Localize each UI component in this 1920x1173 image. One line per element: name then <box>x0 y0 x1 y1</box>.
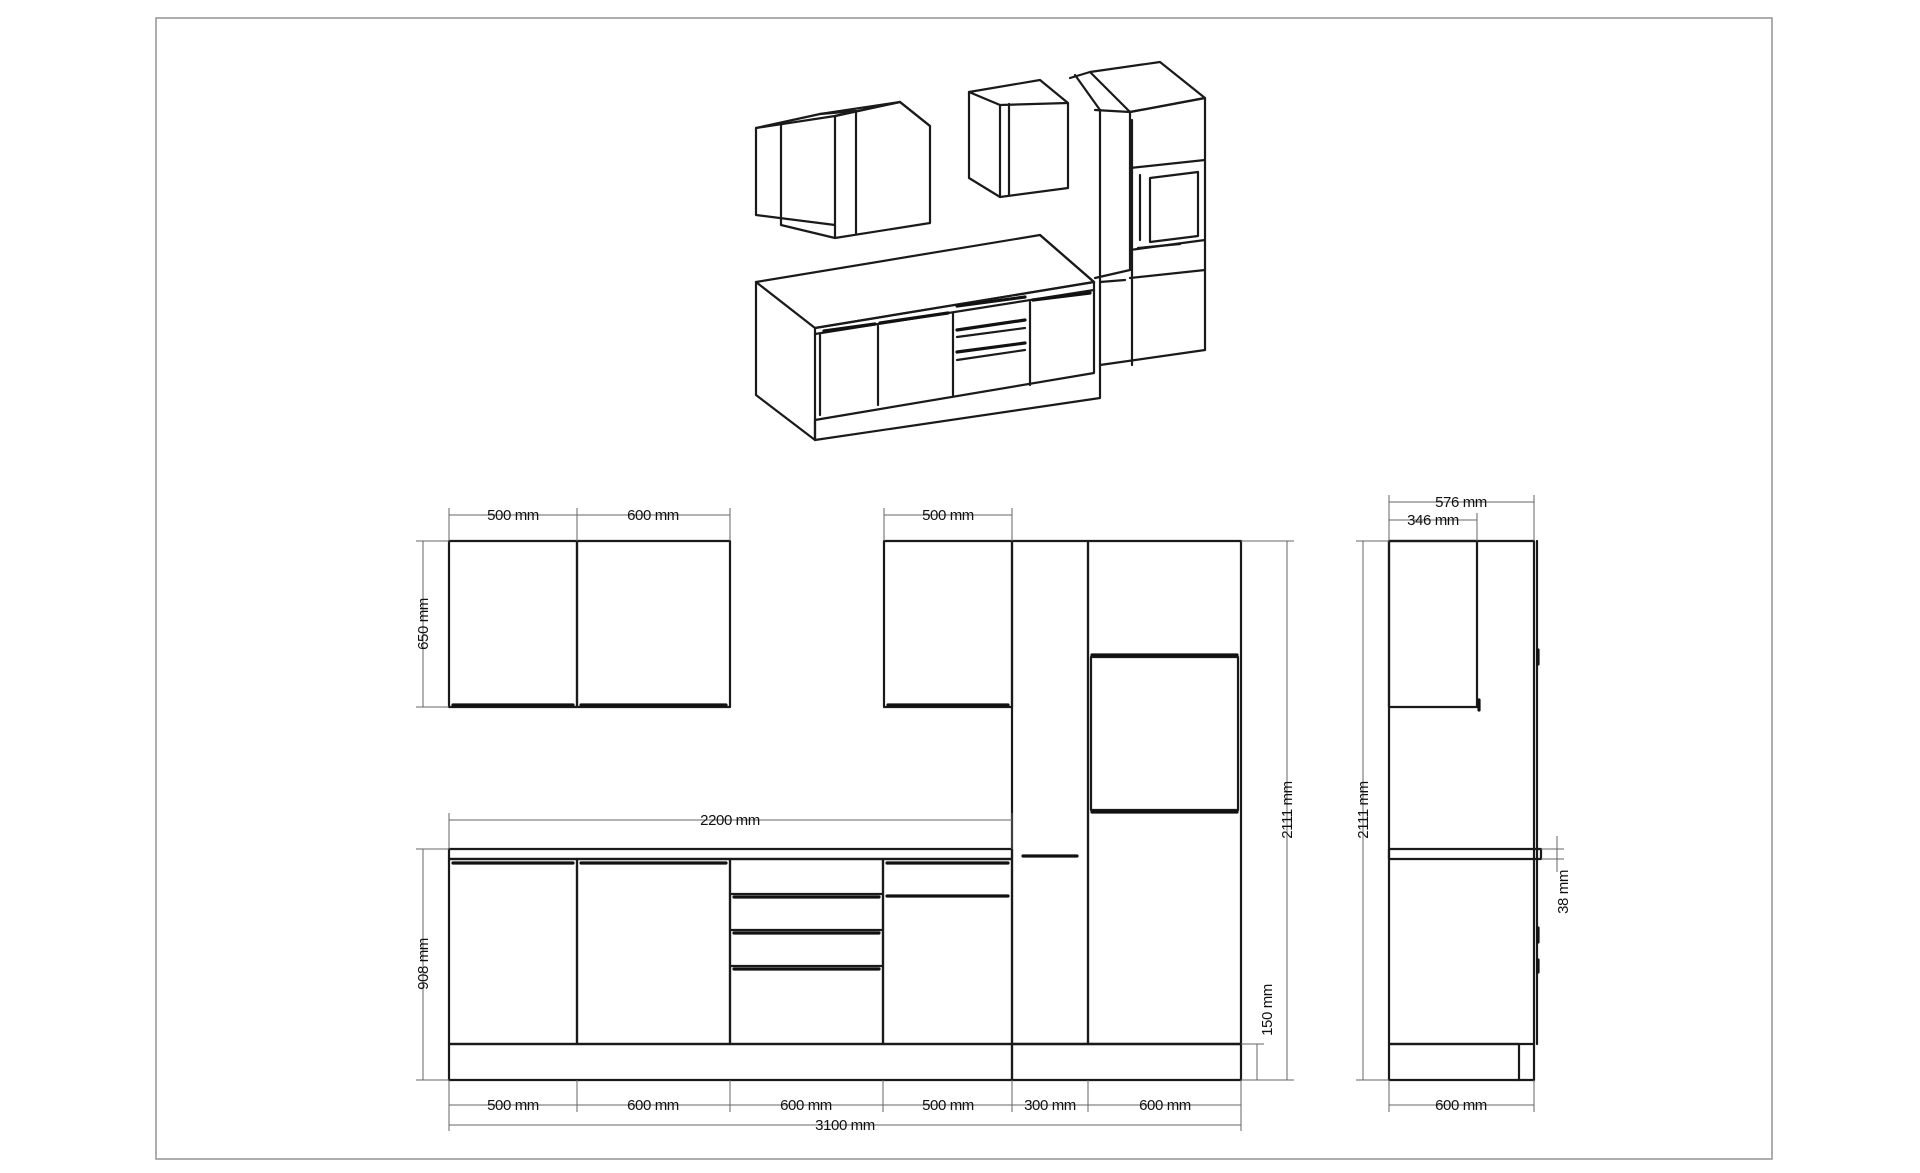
label-wall-width-left: 500 mm <box>487 507 539 524</box>
front-plinth-tall <box>1012 1044 1241 1080</box>
label-worktop-thickness: 38 mm <box>1555 870 1572 914</box>
front-wall-cabinet-2 <box>577 541 730 707</box>
iso-wall-cabinet-right <box>969 80 1068 197</box>
iso-base-cabinets <box>756 235 1100 440</box>
front-plinth <box>449 1044 1012 1080</box>
front-elevation <box>416 508 1294 1131</box>
side-worktop <box>1389 849 1541 859</box>
label-wall-height: 650 mm <box>415 598 432 650</box>
iso-wall-cabinets-left <box>756 102 930 238</box>
side-plinth <box>1389 1044 1519 1080</box>
front-wall-cabinet-3 <box>884 541 1012 707</box>
label-worktop-length: 2200 mm <box>700 812 760 829</box>
front-tall-cabinet-narrow <box>1012 541 1088 1044</box>
side-dimension-lines <box>1356 495 1564 1112</box>
iso-tall-cabinets <box>1070 62 1205 365</box>
side-elevation <box>1356 495 1564 1112</box>
label-total-width: 3100 mm <box>815 1117 875 1134</box>
label-base-height: 908 mm <box>415 938 432 990</box>
label-base-width-1: 500 mm <box>487 1097 539 1114</box>
label-plinth-height: 150 mm <box>1259 984 1276 1036</box>
label-base-width-6: 600 mm <box>1139 1097 1191 1114</box>
dimension-labels <box>415 494 1572 1134</box>
side-tall-body <box>1389 541 1534 1044</box>
front-wall-cabinet-1 <box>449 541 577 707</box>
side-wall-cabinet <box>1389 541 1477 707</box>
label-side-depth-wall: 346 mm <box>1407 512 1459 529</box>
front-tall-cabinet-wide <box>1088 541 1241 1044</box>
label-base-width-5: 300 mm <box>1024 1097 1076 1114</box>
front-worktop <box>449 849 1012 859</box>
label-side-depth-bottom: 600 mm <box>1435 1097 1487 1114</box>
label-base-width-2: 600 mm <box>627 1097 679 1114</box>
label-side-depth-top: 576 mm <box>1435 494 1487 511</box>
label-tall-height-front: 2111 mm <box>1279 781 1296 839</box>
isometric-view <box>756 62 1205 440</box>
label-side-height: 2111 mm <box>1355 781 1372 839</box>
label-base-width-4: 500 mm <box>922 1097 974 1114</box>
front-dimension-lines <box>416 508 1294 1131</box>
label-wall-width-middle: 600 mm <box>627 507 679 524</box>
label-wall-width-right: 500 mm <box>922 507 974 524</box>
drawing-frame <box>156 18 1772 1159</box>
label-base-width-3: 600 mm <box>780 1097 832 1114</box>
front-oven-niche <box>1091 657 1238 810</box>
